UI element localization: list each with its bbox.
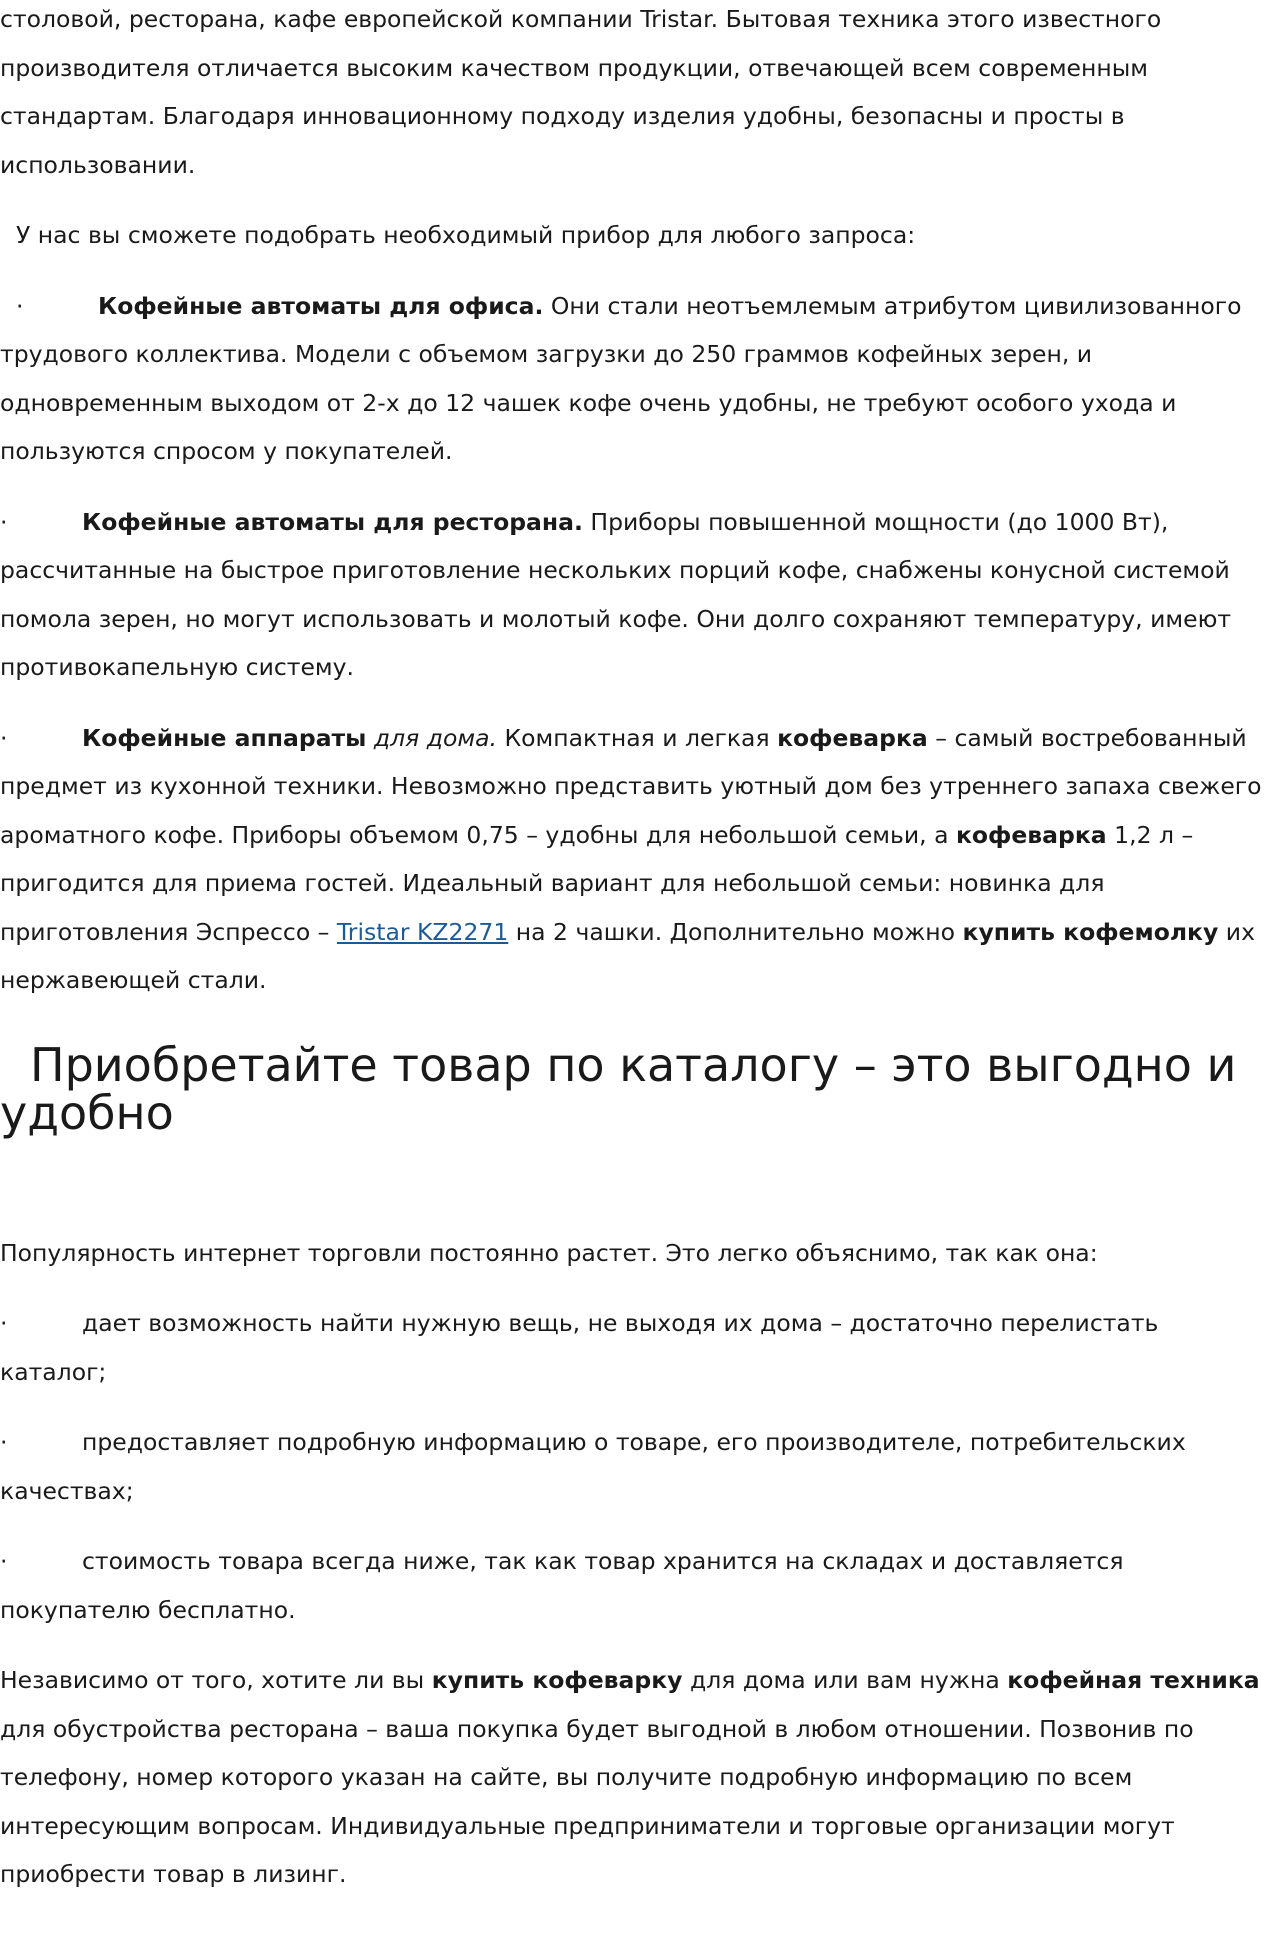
bullet-marker: · [0,507,8,536]
bullet-marker: · [0,723,8,752]
section-heading [0,1037,1270,1140]
keyword-coffee-equipment: кофейная техника [1007,1666,1260,1694]
list-item-title: Кофейные автоматы для ресторана. [82,507,583,536]
list-item-restaurant [0,498,1270,692]
closing-text: Независимо от того, хотите ли вы [0,1666,432,1694]
list-item-text: их нержавеющей стали. [0,917,1255,994]
keyword-buy-coffee-maker: купить кофеварку [431,1666,683,1694]
bullet-marker: · [0,1547,8,1575]
closing-text: для обустройства ресторана – ваша покупка будет выгодной в любом отношении. Позвонив по телефону, номер которого указан на сайте, вы получите подробную информацию по всем интересующим вопросам. Индивидуальные предприниматели и торговые организации могут приобрести товар в лизинг. [0,1714,1194,1888]
list-item-text: 1,2 л – пригодится для приема гостей. Идеальный вариант для небольшой семьи: новинка для приготовления Эспрессо – [0,820,1194,946]
list-item-text: на 2 чашки. Дополнительно можно [508,917,963,946]
closing-paragraph [0,1656,1270,1899]
list-item-text: – самый востребованный предмет из кухонной техники. Невозможно представить уютный дом без утреннего запаха свежего ароматного кофе. Приборы объемом 0,75 – удобны для небольшой семьи, а [0,723,1262,849]
heading-text: Приобретайте товар по каталогу – это выгодно и удобно [0,1037,1237,1140]
keyword-coffee-maker: кофеварка [777,723,928,752]
keyword-coffee-maker: кофеварка [955,820,1107,849]
bullet-marker: · [0,1309,8,1337]
benefit-text: стоимость товара всегда ниже, так как товар хранится на складах и доставляется покупателю бесплатно. [0,1547,1124,1624]
benefit-item [0,1418,1270,1515]
benefit-item [0,1299,1270,1396]
benefit-text: предоставляет подробную информацию о товаре, его производителе, потребительских качествах; [0,1428,1186,1505]
list-item-text: Компактная и легкая [497,723,778,752]
list-item-text: Они стали неотъемлемым атрибутом цивилизованного трудового коллектива. Модели с объемом загрузки до 250 граммов кофейных зерен, и одновременным выходом от 2-х до 12 чашек кофе очень удобны, не требуют особого ухода и пользуются спросом у покупателей. [0,291,1242,465]
keyword-coffee-grinder: купить кофемолку [962,917,1219,946]
list-item-text: Приборы повышенной мощности (до 1000 Вт), рассчитанные на быстрое приготовление нескольких порций кофе, снабжены конусной системой помола зерен, но могут использовать и молотый кофе. Они долго сохраняют температуру, имеют противокапельную систему. [0,507,1232,681]
lead-paragraph: У нас вы сможете подобрать необходимый прибор для любого запроса: [16,221,916,249]
benefit-text: дает возможность найти нужную вещь, не выходя их дома – достаточно перелистать каталог; [0,1309,1159,1386]
bullet-marker: · [0,1428,8,1456]
benefit-item [0,1537,1270,1634]
list-item-italic: для дома. [366,723,497,752]
product-link-tristar[interactable]: Tristar KZ2271 [336,917,509,946]
intro-paragraph: столовой, ресторана, кафе европейской компании Tristar. Бытовая техника этого известного производителя отличается высоким качеством продукции, отвечающей всем современным стандартам. Благодаря инновационному подходу изделия удобны, безопасны и просты в использовании. [0,5,1162,179]
bullet-marker: · [16,291,24,320]
list-item-title: Кофейные автоматы для офиса. [98,291,544,320]
popularity-paragraph: Популярность интернет торговли постоянно растет. Это легко объяснимо, так как она: [0,1238,1098,1267]
list-item-home [0,714,1270,1005]
closing-text: для дома или вам нужна [682,1666,1008,1694]
list-item-office [0,282,1270,476]
list-item-title: Кофейные аппараты [82,723,367,752]
